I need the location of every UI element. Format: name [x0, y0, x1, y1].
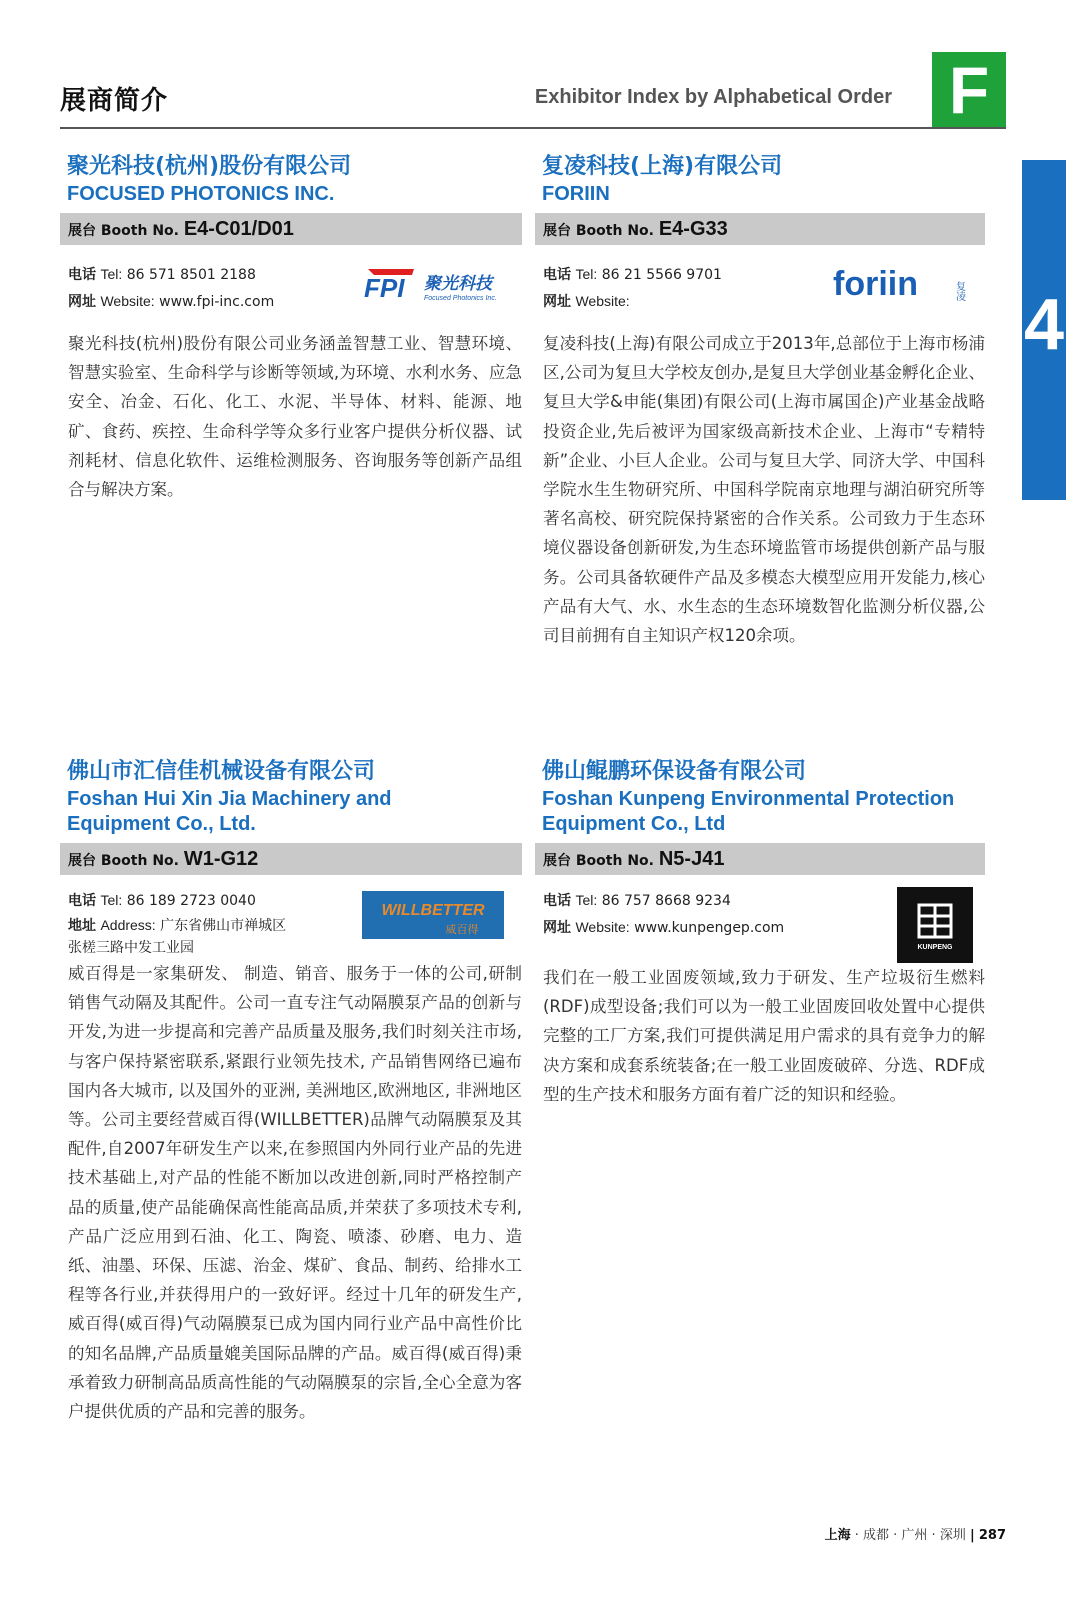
address-label-cn: 地址	[68, 918, 96, 934]
booth-number: N5-J41	[658, 848, 725, 870]
kunpeng-logo	[897, 887, 973, 963]
website-label-cn: 网址	[543, 294, 571, 310]
booth-label-cn: 展台	[543, 853, 571, 869]
exhibitor-name-en: Foshan Kunpeng Environmental Protection Equipment Co., Ltd	[542, 788, 955, 835]
website-label-cn: 网址	[68, 294, 96, 310]
booth-label-cn: 展台	[68, 853, 96, 869]
address-label-en: Address:	[100, 917, 156, 933]
fpi-logo-en: Focused Photonics Inc.	[424, 295, 497, 302]
header-divider	[60, 127, 1006, 129]
tel-value: 86 757 8668 9234	[601, 893, 731, 909]
website-link[interactable]: www.kunpengep.com	[634, 920, 785, 936]
fpi-logo	[362, 265, 507, 305]
tel-value: 86 571 8501 2188	[126, 267, 256, 283]
website-label-cn: 网址	[543, 920, 571, 936]
contact-block	[535, 887, 985, 961]
page-number: 287	[978, 1528, 1006, 1543]
booth-label-en: Booth No.	[575, 853, 654, 869]
exhibitor-name-cn: 佛山市汇信佳机械设备有限公司	[67, 759, 376, 784]
section-letter-badge: F	[932, 52, 1006, 128]
website-label-en: Website:	[575, 919, 630, 935]
exhibitor-entry-kunpeng	[535, 757, 985, 1109]
fpi-logo-mark: FPI	[364, 273, 405, 303]
booth-label-en: Booth No.	[100, 853, 179, 869]
booth-number: W1-G12	[183, 848, 259, 870]
foriin-logo-cn: 复凌	[953, 281, 965, 301]
foriin-logo	[831, 261, 977, 305]
willbetter-logo	[362, 891, 504, 939]
booth-label-en: Booth No.	[575, 223, 654, 239]
chapter-number: 4	[1023, 285, 1065, 365]
page-footer	[825, 1524, 1006, 1543]
tel-label-en: Tel:	[100, 892, 123, 908]
exhibitor-name-cn: 复凌科技(上海)有限公司	[542, 154, 783, 179]
exhibitor-description: 威百得是一家集研发、 制造、销音、服务于一体的公司,研制销售气动隔及其配件。公司一直专注气动隔膜泵产品的创新与开发,为进一步提高和完善产品质量及服务,我们时刻关注市场,与客户保持紧密联系,紧跟行业领先技术, 产品销售网络已遍布国内各大城市, 以及国外的亚洲, 美洲地区,欧洲地区, 非洲地区等。公司主要经营威百得(WILLBETTER)品牌气动隔膜泵及其配件,自2007年研发生产以来,在参照国内外同行业产品的先进技术基础上,对产品的性能不断加以改进创新,同时严格控制产品的质量,使产品能确保高性能高品质,并荣获了多项技术专利,产品广泛应用到石油、化工、陶瓷、喷漆、砂磨、电力、造纸、油墨、环保、压滤、治金、煤矿、食品、制药、给排水工程等各行业,并获得用户的一致好评。经过十几年的研发生产,威百得(威百得)气动隔膜泵已成为国内同行业产品中高性价比的知名品牌,产品质量媲美国际品牌的产品。威百得(威百得)秉承着致力研制高品质高性能的气动隔膜泵的宗旨,全心全意为客户提供优质的产品和完善的服务。	[68, 964, 522, 1422]
kunpeng-logo-mark: KUNPENG	[917, 944, 953, 951]
booth-label-cn: 展台	[543, 223, 571, 239]
exhibitor-name-en: FOCUSED PHOTONICS INC.	[67, 183, 335, 205]
tel-label-cn: 电话	[543, 267, 571, 283]
willbetter-logo-cn: 威百得	[445, 923, 479, 936]
tel-label-cn: 电话	[543, 893, 571, 909]
exhibitor-description: 我们在一般工业固废领域,致力于研发、生产垃圾衍生燃料(RDF)成型设备;我们可以为一般工业固废回收处置中心提供完整的工厂方案,我们可提供满足用户需求的具有竞争力的解决方案和成套系统装备;在一般工业固废破碎、分选、RDF成型的生产技术和服务方面有着广泛的知识和经验。	[543, 968, 985, 1104]
exhibitor-name-en: Foshan Hui Xin Jia Machinery and Equipment Co., Ltd.	[67, 788, 392, 835]
website-label-en: Website:	[100, 293, 155, 309]
booth-number: E4-G33	[658, 218, 728, 240]
exhibitor-name-cn: 佛山鲲鹏环保设备有限公司	[542, 759, 807, 784]
booth-bar	[535, 843, 985, 875]
tel-value: 86 189 2723 0040	[126, 893, 256, 909]
booth-label-cn: 展台	[68, 223, 96, 239]
website-label-en: Website:	[575, 293, 630, 309]
booth-bar	[60, 843, 522, 875]
exhibitor-entry-focused-photonics	[60, 152, 522, 504]
exhibitor-entry-foriin	[535, 152, 985, 650]
exhibitor-entry-huixinjia	[60, 757, 522, 1426]
address-value-line2: 张槎三路中发工业园	[68, 940, 194, 956]
tel-label-en: Tel:	[575, 266, 598, 282]
footer-city-main: 上海	[824, 1528, 851, 1543]
chapter-side-tab	[1022, 160, 1066, 500]
contact-block	[60, 887, 522, 956]
tel-label-en: Tel:	[100, 266, 123, 282]
exhibitor-name-en: FORIIN	[542, 183, 610, 205]
footer-cities: · 成都 · 广州 · 深圳	[854, 1528, 966, 1543]
page-subtitle: Exhibitor Index by Alphabetical Order	[534, 86, 892, 108]
contact-block	[60, 261, 522, 317]
willbetter-logo-mark: WILLBETTER	[381, 902, 485, 919]
tel-label-cn: 电话	[68, 267, 96, 283]
address-value-line1: 广东省佛山市禅城区	[160, 918, 287, 934]
booth-bar	[535, 213, 985, 245]
page-title: 展商简介	[60, 86, 169, 116]
exhibitor-name-cn: 聚光科技(杭州)股份有限公司	[67, 154, 352, 179]
exhibitor-description: 复凌科技(上海)有限公司成立于2013年,总部位于上海市杨浦区,公司为复旦大学校友创办,是复旦大学创业基金孵化企业、复旦大学&申能(集团)有限公司(上海市属国企)产业基金战略投资企业,先后被评为国家级高新技术企业、上海市“专精特新”企业、小巨人企业。公司与复旦大学、同济大学、中国科学院水生生物研究所、中国科学院南京地理与湖泊研究所等著名高校、研究院保持紧密的合作关系。公司致力于生态环境仪器设备创新研发,为生态环境监管市场提供创新产品与服务。公司具备软硬件产品及多模态大模型应用开发能力,核心产品有大气、水、水生态的生态环境数智化监测分析仪器,公司目前拥有自主知识产权120余项。	[543, 334, 985, 646]
booth-bar	[60, 213, 522, 245]
tel-label-en: Tel:	[575, 892, 598, 908]
website-link[interactable]: www.fpi-inc.com	[159, 294, 275, 310]
foriin-logo-mark: foriin	[833, 265, 918, 303]
booth-label-en: Booth No.	[100, 223, 179, 239]
fpi-logo-cn: 聚光科技	[424, 274, 492, 294]
contact-block	[535, 261, 985, 317]
booth-number: E4-C01/D01	[183, 218, 294, 240]
exhibitor-description: 聚光科技(杭州)股份有限公司业务涵盖智慧工业、智慧环境、智慧实验室、生命科学与诊断等领域,为环境、水利水务、应急安全、冶金、石化、化工、水泥、半导体、材料、能源、地矿、食药、疾控、生命科学等众多行业客户提供分析仪器、试剂耗材、信息化软件、运维检测服务、咨询服务等创新产品组合与解决方案。	[68, 334, 522, 500]
tel-label-cn: 电话	[68, 893, 96, 909]
tel-value: 86 21 5566 9701	[601, 267, 722, 283]
footer-separator: |	[969, 1528, 975, 1543]
